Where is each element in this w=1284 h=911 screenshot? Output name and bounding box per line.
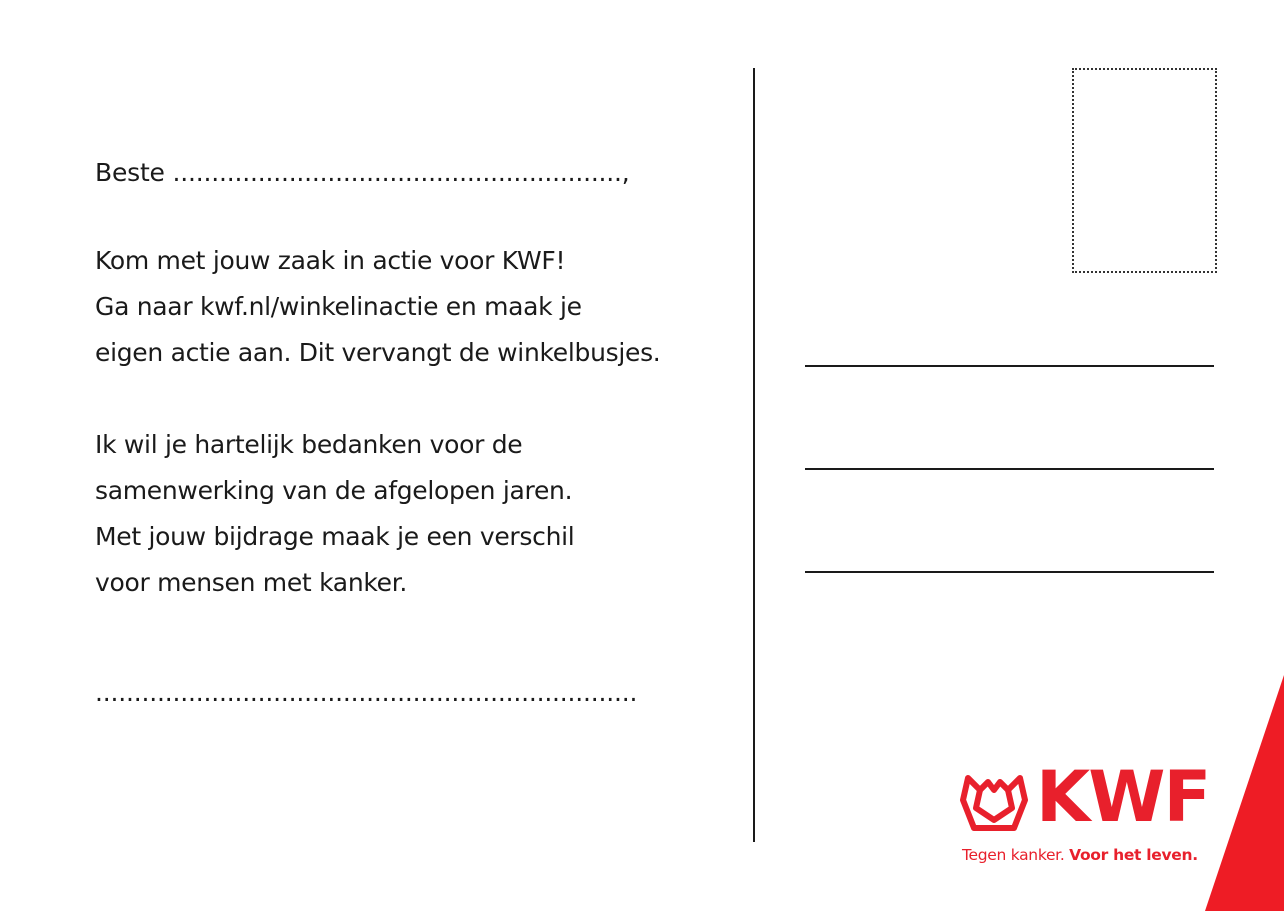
message-line: Ik wil je hartelijk bedanken voor de [95,430,523,459]
message-line: Met jouw bijdrage maak je een verschil [95,522,575,551]
message-line: samenwerking van de afgelopen jaren. [95,476,573,505]
kwf-emblem-icon [958,770,1030,836]
message-paragraph-2 [95,422,574,606]
message-line: eigen actie aan. Dit vervangt de winkelbusjes. [95,338,661,367]
tagline-regular: Tegen kanker. [962,846,1070,864]
signature-line: ...................................................................... [95,678,638,707]
address-line-1 [805,365,1214,367]
tagline-bold: Voor het leven. [1069,846,1198,864]
message-line: voor mensen met kanker. [95,568,408,597]
tagline [962,846,1198,864]
address-line-3 [805,571,1214,573]
kwf-wordmark: KWF [1036,756,1210,838]
stamp-box [1072,68,1217,273]
greeting-line: Beste .........................................................., [95,158,630,187]
message-line: Ga naar kwf.nl/winkelinactie en maak je [95,292,582,321]
message-line: Kom met jouw zaak in actie voor KWF! [95,246,566,275]
red-corner-shape [1205,675,1284,911]
message-paragraph-1 [95,238,660,376]
address-line-2 [805,468,1214,470]
vertical-divider [753,68,755,842]
